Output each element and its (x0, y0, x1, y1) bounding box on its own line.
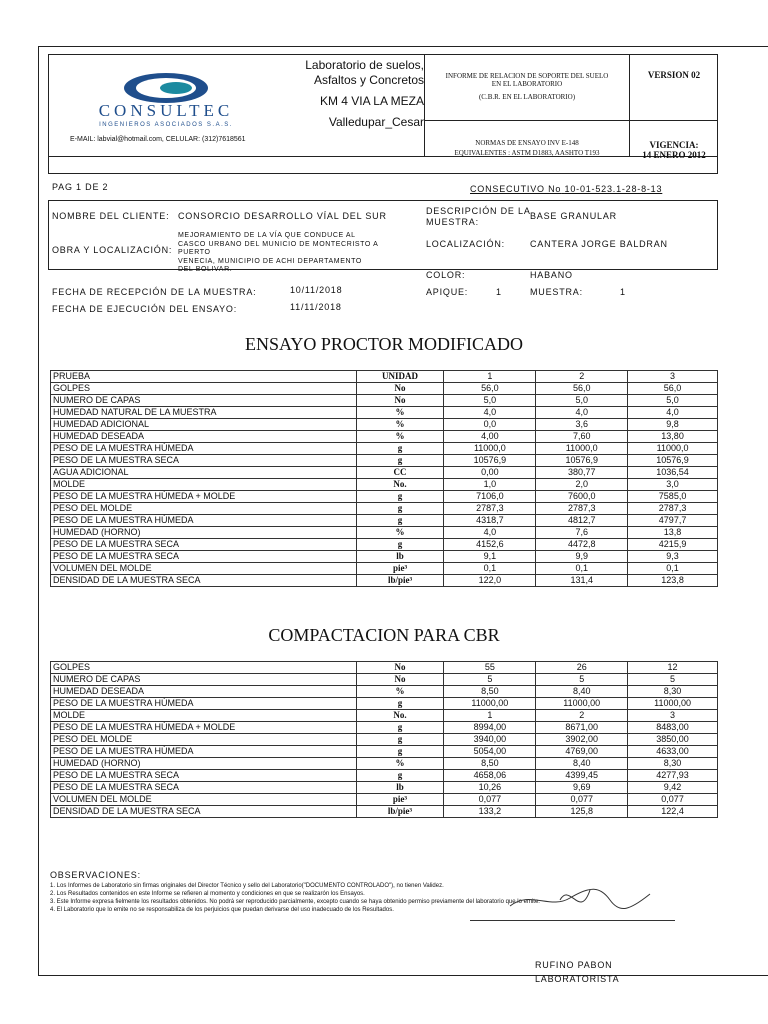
value-cell: 0,00 (444, 467, 536, 479)
table-row (51, 383, 718, 395)
value-cell: 125,8 (536, 806, 628, 818)
value-cell: 4633,00 (628, 746, 718, 758)
value-cell: 10576,9 (628, 455, 718, 467)
unit-cell: g (356, 455, 444, 467)
value-cell: 4797,7 (628, 515, 718, 527)
row-label: DENSIDAD DE LA MUESTRA SECA (51, 806, 357, 818)
muestra-value: 1 (620, 287, 626, 297)
apique-value: 1 (496, 287, 502, 297)
unit-cell: No (356, 662, 444, 674)
row-label: DENSIDAD DE LA MUESTRA SECA (51, 575, 357, 587)
table-row (51, 758, 718, 770)
obra-value (178, 232, 378, 275)
table-row (51, 794, 718, 806)
unit-cell: pie³ (356, 563, 444, 575)
value-cell: 5 (444, 674, 536, 686)
color-label: COLOR: (426, 270, 466, 280)
unit-cell: g (356, 722, 444, 734)
table-row (51, 782, 718, 794)
value-cell: 380,77 (536, 467, 628, 479)
row-label: NUMERO DE CAPAS (51, 674, 357, 686)
value-cell: 122,0 (444, 575, 536, 587)
value-cell: 0,077 (444, 794, 536, 806)
value-cell: 3,0 (628, 479, 718, 491)
obra-line3: PUERTO (178, 249, 211, 256)
table-row (51, 563, 718, 575)
ejecucion-label: FECHA DE EJECUCIÓN DEL ENSAYO: (52, 304, 238, 314)
value-cell: 0,077 (628, 794, 718, 806)
row-label: HUMEDAD (HORNO) (51, 758, 357, 770)
value-cell: 0,077 (536, 794, 628, 806)
value-cell: 0,0 (444, 419, 536, 431)
report-title-line1: INFORME DE RELACION DE SOPORTE DEL SUELO (445, 72, 609, 80)
unit-cell: No. (356, 479, 444, 491)
value-cell: 3 (628, 371, 718, 383)
value-cell: 10576,9 (536, 455, 628, 467)
value-cell: 11000,0 (444, 443, 536, 455)
row-label: HUMEDAD (HORNO) (51, 527, 357, 539)
row-label: VOLUMEN DEL MOLDE (51, 794, 357, 806)
version: VERSION 02 (647, 70, 701, 80)
report-title (426, 72, 628, 101)
value-cell: 5,0 (536, 395, 628, 407)
value-cell: 8483,00 (628, 722, 718, 734)
signer-name: RUFINO PABON (535, 960, 613, 970)
table-row (51, 662, 718, 674)
value-cell: 5,0 (628, 395, 718, 407)
value-cell: 4,00 (444, 431, 536, 443)
value-cell: 2 (536, 710, 628, 722)
unit-cell: % (356, 686, 444, 698)
value-cell: 3902,00 (536, 734, 628, 746)
desc-label (426, 206, 531, 228)
value-cell: 0,1 (628, 563, 718, 575)
value-cell: 4472,8 (536, 539, 628, 551)
signature-scribble (500, 880, 670, 920)
norms-line1: NORMAS DE ENSAYO INV E-148 (475, 139, 579, 147)
value-cell: 4,0 (444, 527, 536, 539)
table-row (51, 443, 718, 455)
value-cell: 26 (536, 662, 628, 674)
obs-item: 4. El Laboratorio que lo emite no se responsabiliza de los perjuicios que puedan derivarse del uso inadecuado de los Resultados. (50, 907, 394, 913)
value-cell: 5 (628, 674, 718, 686)
table-row (51, 806, 718, 818)
vigencia-label: VIGENCIA: (649, 140, 699, 150)
consecutivo (470, 184, 662, 194)
signer-role: LABORATORISTA (535, 974, 620, 984)
unit-cell: % (356, 758, 444, 770)
value-cell: 11000,0 (628, 443, 718, 455)
desc-value: BASE GRANULAR (530, 211, 617, 221)
row-label: MOLDE (51, 710, 357, 722)
unit-cell: g (356, 443, 444, 455)
unit-cell: % (356, 527, 444, 539)
obra-label: OBRA Y LOCALIZACIÓN: (52, 245, 173, 255)
norms-line2: EQUIVALENTES : ASTM D1883, AASHTO T193 (454, 149, 600, 157)
table-row (51, 527, 718, 539)
proctor-title: ENSAYO PROCTOR MODIFICADO (244, 334, 524, 354)
value-cell: 2 (536, 371, 628, 383)
value-cell: 4658,06 (444, 770, 536, 782)
value-cell: 8,50 (444, 686, 536, 698)
table-row (51, 746, 718, 758)
value-cell: 9,42 (628, 782, 718, 794)
value-cell: 11000,0 (536, 443, 628, 455)
row-label: MOLDE (51, 479, 357, 491)
value-cell: 3940,00 (444, 734, 536, 746)
logo-subtext: INGENIEROS ASOCIADOS S.A.S. (99, 122, 233, 128)
value-cell: 10,26 (444, 782, 536, 794)
unit-cell: pie³ (356, 794, 444, 806)
unit-cell: g (356, 491, 444, 503)
value-cell: 122,4 (628, 806, 718, 818)
header-divider (424, 54, 425, 156)
unit-cell: g (356, 734, 444, 746)
desc-label-line1: DESCRIPCIÓN DE LA (426, 206, 531, 216)
proctor-table (50, 370, 718, 587)
row-label: PESO DE LA MUESTRA SECA (51, 455, 357, 467)
value-cell: 4,0 (628, 407, 718, 419)
unit-cell: g (356, 770, 444, 782)
header-divider (629, 54, 630, 156)
consecutivo-value: 10-01-523.1-28-8-13 (564, 184, 663, 194)
ejecucion-value: 11/11/2018 (290, 302, 342, 312)
value-cell: 8,40 (536, 758, 628, 770)
unit-cell: No. (356, 710, 444, 722)
contact-info: E-MAIL: labvial@hotmail.com, CELULAR: (312)7618561 (70, 136, 246, 143)
row-label: PESO DEL MOLDE (51, 734, 357, 746)
table-row (51, 431, 718, 443)
obra-line2: CASCO URBANO DEL MUNICIO DE MONTECRISTO A (178, 240, 379, 248)
value-cell: 1 (444, 371, 536, 383)
value-cell: 0,1 (444, 563, 536, 575)
obs-item: 3. Este Informe expresa fielmente los resultados obtenidos. No podrá ser reproducido parcialmente, excepto cuando se haya obtenido permiso previamente del laboratorio que lo emite. (50, 899, 540, 905)
unit-cell: lb/pie³ (356, 806, 444, 818)
table-row (51, 710, 718, 722)
value-cell: 1 (444, 710, 536, 722)
value-cell: 8,30 (628, 758, 718, 770)
row-label: GOLPES (51, 662, 357, 674)
value-cell: 1036,54 (628, 467, 718, 479)
table-row (51, 515, 718, 527)
value-cell: 11000,00 (536, 698, 628, 710)
value-cell: 0,1 (536, 563, 628, 575)
value-cell: 7585,0 (628, 491, 718, 503)
value-cell: 55 (444, 662, 536, 674)
value-cell: 9,3 (628, 551, 718, 563)
recepcion-label: FECHA DE RECEPCIÓN DE LA MUESTRA: (52, 287, 257, 297)
value-cell: 8,50 (444, 758, 536, 770)
company-logo (56, 68, 276, 128)
table-row (51, 371, 718, 383)
value-cell: 7,6 (536, 527, 628, 539)
value-cell: 133,2 (444, 806, 536, 818)
value-cell: 11000,00 (444, 698, 536, 710)
row-label: NUMERO DE CAPAS (51, 395, 357, 407)
table-row (51, 467, 718, 479)
value-cell: 1,0 (444, 479, 536, 491)
table-row (51, 734, 718, 746)
vigencia (632, 140, 716, 160)
row-label: HUMEDAD NATURAL DE LA MUESTRA (51, 407, 357, 419)
unit-cell: No (356, 674, 444, 686)
unit-cell: g (356, 539, 444, 551)
value-cell: 56,0 (536, 383, 628, 395)
table-row (51, 674, 718, 686)
value-cell: 4152,6 (444, 539, 536, 551)
obra-line5: DEL BOLIVAR. (178, 266, 233, 273)
row-label: PESO DE LA MUESTRA HÚMEDA + MOLDE (51, 722, 357, 734)
value-cell: 8994,00 (444, 722, 536, 734)
row-label: PESO DEL MOLDE (51, 503, 357, 515)
value-cell: 4769,00 (536, 746, 628, 758)
unit-cell: CC (356, 467, 444, 479)
logo-text: CONSULTEC (98, 101, 234, 120)
table-row (51, 575, 718, 587)
value-cell: 12 (628, 662, 718, 674)
value-cell: 3850,00 (628, 734, 718, 746)
value-cell: 4399,45 (536, 770, 628, 782)
cbr-table (50, 661, 718, 818)
value-cell: 10576,9 (444, 455, 536, 467)
value-cell: 4215,9 (628, 539, 718, 551)
value-cell: 5,0 (444, 395, 536, 407)
value-cell: 131,4 (536, 575, 628, 587)
loc-value: CANTERA JORGE BALDRAN (530, 239, 668, 249)
vigencia-date: 14 ENERO 2012 (642, 150, 706, 160)
value-cell: 56,0 (444, 383, 536, 395)
value-cell: 123,8 (628, 575, 718, 587)
unit-cell: g (356, 746, 444, 758)
value-cell: 4,0 (536, 407, 628, 419)
row-label: PRUEBA (51, 371, 357, 383)
color-value: HABANO (530, 270, 573, 280)
row-label: PESO DE LA MUESTRA HÚMEDA (51, 698, 357, 710)
loc-label: LOCALIZACIÓN: (426, 239, 505, 249)
unit-cell: lb (356, 782, 444, 794)
value-cell: 4318,7 (444, 515, 536, 527)
unit-cell: g (356, 698, 444, 710)
row-label: PESO DE LA MUESTRA HÚMEDA (51, 443, 357, 455)
unit-cell: lb/pie³ (356, 575, 444, 587)
row-label: GOLPES (51, 383, 357, 395)
row-label: PESO DE LA MUESTRA SECA (51, 782, 357, 794)
value-cell: 11000,00 (628, 698, 718, 710)
value-cell: 3 (628, 710, 718, 722)
value-cell: 3,6 (536, 419, 628, 431)
value-cell: 13,8 (628, 527, 718, 539)
report-title-line2: EN EL LABORATORIO (491, 80, 563, 88)
row-label: HUMEDAD DESEADA (51, 686, 357, 698)
lab-city: Valledupar_Cesar (328, 115, 424, 129)
row-label: PESO DE LA MUESTRA HÚMEDA + MOLDE (51, 491, 357, 503)
unit-cell: UNIDAD (356, 371, 444, 383)
value-cell: 7106,0 (444, 491, 536, 503)
table-row (51, 770, 718, 782)
report-subtitle: (C.B.R. EN EL LABORATORIO) (478, 93, 576, 101)
value-cell: 56,0 (628, 383, 718, 395)
table-row (51, 503, 718, 515)
value-cell: 7600,0 (536, 491, 628, 503)
table-row (51, 455, 718, 467)
value-cell: 4812,7 (536, 515, 628, 527)
table-row (51, 698, 718, 710)
value-cell: 9,8 (628, 419, 718, 431)
page-number: PAG 1 DE 2 (52, 182, 109, 192)
table-row (51, 551, 718, 563)
value-cell: 5054,00 (444, 746, 536, 758)
row-label: PESO DE LA MUESTRA HÚMEDA (51, 746, 357, 758)
table-row (51, 722, 718, 734)
apique-label: APIQUE: (426, 287, 469, 297)
unit-cell: % (356, 407, 444, 419)
row-label: PESO DE LA MUESTRA SECA (51, 551, 357, 563)
table-row (51, 539, 718, 551)
lab-name-line1: Laboratorio de suelos, (305, 58, 424, 72)
row-label: HUMEDAD ADICIONAL (51, 419, 357, 431)
table-row (51, 479, 718, 491)
table-row (51, 686, 718, 698)
norms (426, 138, 628, 158)
value-cell: 2787,3 (628, 503, 718, 515)
unit-cell: g (356, 515, 444, 527)
table-row (51, 491, 718, 503)
obs-item: 2. Los Resultados contenidos en este Informe se refieren al momento y condiciones en que se realizarón los Ensayos. (50, 891, 365, 897)
value-cell: 2787,3 (536, 503, 628, 515)
value-cell: 9,69 (536, 782, 628, 794)
table-row (51, 395, 718, 407)
consecutivo-label: CONSECUTIVO No (470, 184, 562, 194)
value-cell: 7,60 (536, 431, 628, 443)
row-label: VOLUMEN DEL MOLDE (51, 563, 357, 575)
value-cell: 2,0 (536, 479, 628, 491)
unit-cell: g (356, 503, 444, 515)
row-label: AGUA ADICIONAL (51, 467, 357, 479)
obs-title: OBSERVACIONES: (50, 870, 141, 880)
unit-cell: lb (356, 551, 444, 563)
row-label: PESO DE LA MUESTRA HÚMEDA (51, 515, 357, 527)
cbr-title: COMPACTACION PARA CBR (268, 625, 500, 645)
unit-cell: No (356, 383, 444, 395)
value-cell: 2787,3 (444, 503, 536, 515)
recepcion-value: 10/11/2018 (290, 285, 343, 295)
value-cell: 9,9 (536, 551, 628, 563)
value-cell: 8,40 (536, 686, 628, 698)
value-cell: 9,1 (444, 551, 536, 563)
unit-cell: % (356, 431, 444, 443)
value-cell: 8671,00 (536, 722, 628, 734)
value-cell: 5 (536, 674, 628, 686)
obra-line1: MEJORAMIENTO DE LA VÍA QUE CONDUCE AL (178, 232, 356, 239)
lab-address: KM 4 VIA LA MEZA (319, 94, 424, 108)
lab-name-line2: Asfaltos y Concretos (313, 73, 424, 87)
desc-label-line2: MUESTRA: (426, 217, 479, 227)
value-cell: 4277,93 (628, 770, 718, 782)
obra-line4: VENECIA, MUNICIPIO DE ACHI DEPARTAMENTO (178, 257, 362, 265)
signature-line (470, 920, 675, 921)
table-row (51, 419, 718, 431)
row-label: HUMEDAD DESEADA (51, 431, 357, 443)
value-cell: 13,80 (628, 431, 718, 443)
header-divider (424, 120, 718, 121)
value-cell: 8,30 (628, 686, 718, 698)
unit-cell: No (356, 395, 444, 407)
client-value: CONSORCIO DESARROLLO VÍAL DEL SUR (178, 211, 387, 221)
client-label: NOMBRE DEL CLIENTE: (52, 211, 170, 221)
lab-info (284, 58, 424, 130)
obs-item: 1. Los Informes de Laboratorio sin firmas originales del Director Técnico y sello del Laboratorio("DOCUMENTO CONTROLADO"), no tienen Validez. (50, 883, 444, 889)
value-cell: 4,0 (444, 407, 536, 419)
muestra-label: MUESTRA: (530, 287, 583, 297)
row-label: PESO DE LA MUESTRA SECA (51, 539, 357, 551)
row-label: PESO DE LA MUESTRA SECA (51, 770, 357, 782)
unit-cell: % (356, 419, 444, 431)
table-row (51, 407, 718, 419)
